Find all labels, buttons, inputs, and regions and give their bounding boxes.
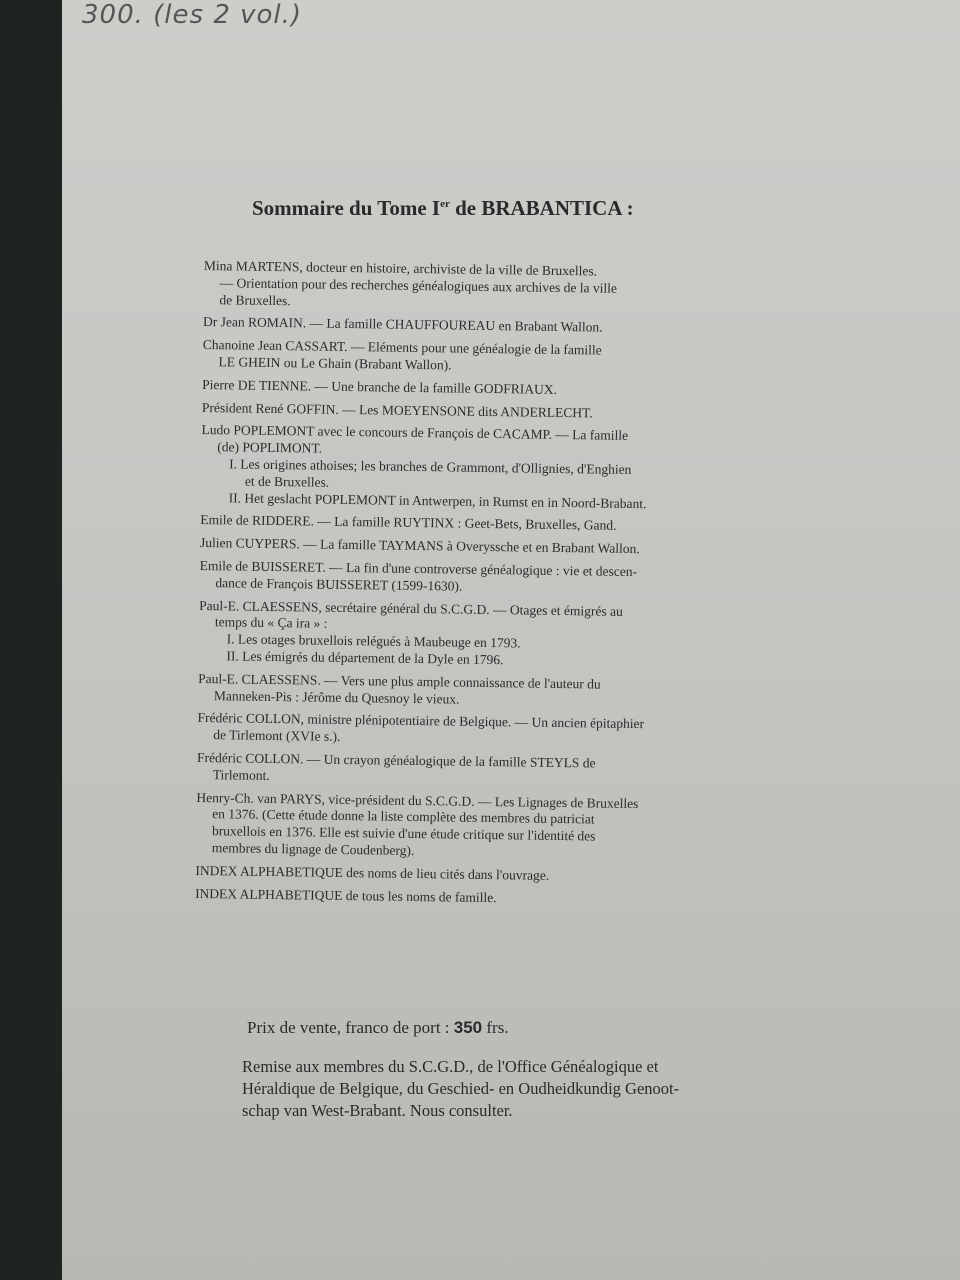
book-page [62, 0, 960, 1280]
toc-line: Paul-E. CLAESSENS, secrétaire général du S.C.G.D. — Otages et émigrés au [199, 597, 623, 619]
toc-entry-martens [203, 258, 804, 317]
toc-line: Président René GOFFIN. — Les MOEYENSONE dits ANDERLECHT. [201, 399, 593, 421]
toc-entry-index-familles [195, 885, 795, 910]
discount-line: schap van West-Brabant. Nous consulter. [242, 1101, 513, 1120]
toc-entry-claessens-manneken [198, 671, 798, 713]
toc-line: de Tirlemont (XVIe s.). [213, 727, 341, 745]
toc-line: INDEX ALPHABETIQUE de tous les noms de famille. [195, 885, 497, 905]
toc-entry-claessens-otages [198, 598, 799, 674]
toc-line: II. Het geslacht POPLEMONT in Antwerpen, in Rumst en in Noord-Brabant. [228, 489, 647, 511]
toc-line: II. Les émigrés du département de la Dyle en 1796. [226, 648, 504, 668]
toc-line: Frédéric COLLON, ministre plénipotentiaire de Belgique. — Un ancien épitaphier [197, 710, 645, 732]
toc-line: Emile de RIDDERE. — La famille RUYTINX : Geet-Bets, Bruxelles, Gand. [200, 512, 617, 534]
toc-line: et de Bruxelles. [244, 473, 330, 490]
toc-line: Ludo POPLEMONT avec le concours de François de CACAMP. — La famille [201, 422, 629, 444]
toc-line: dance de François BUISSERET (1599-1630). [215, 574, 463, 594]
toc-entry-romain [203, 314, 803, 339]
toc-line: I. Les origines athoises; les branches de Grammont, d'Ollignies, d'Enghien [229, 456, 632, 477]
toc-entry-index-lieux [195, 863, 795, 888]
toc-entry-van-parys [196, 789, 797, 865]
toc-line: (de) POPLIMONT. [217, 439, 323, 456]
price-unit: frs. [486, 1018, 509, 1037]
toc-line: en 1376. (Cette étude donne la liste complète des membres du patriciat [212, 806, 595, 827]
sale-price [247, 1018, 509, 1038]
toc-line: Julien CUYPERS. — La famille TAYMANS à Overyssche et en Brabant Wallon. [199, 535, 640, 557]
toc-line: Manneken-Pis : Jérôme du Quesnoy le vieux. [213, 687, 460, 707]
toc-line: Dr Jean ROMAIN. — La famille CHAUFFOUREAU en Brabant Wallon. [203, 314, 603, 335]
toc-line: membres du lignage de Coudenberg). [211, 840, 415, 858]
toc-entry-collon-epitaphier [197, 710, 797, 752]
toc-entry-poplemont [201, 422, 802, 514]
toc-line: LE GHEIN ou Le Ghain (Brabant Wallon). [218, 354, 452, 373]
table-of-contents [195, 258, 804, 917]
toc-line: temps du « Ça ira » : [214, 614, 328, 632]
toc-line: de Bruxelles. [219, 291, 291, 308]
toc-entry-cuypers [200, 535, 800, 560]
page-title [252, 196, 634, 221]
price-label: Prix de vente, franco de port : [247, 1018, 450, 1037]
toc-line: Emile de BUISSERET. — La fin d'une controverse généalogique : vie et descen- [199, 557, 638, 580]
toc-line: — Orientation pour des recherches généalogiques aux archives de la ville [219, 275, 618, 296]
title-prefix: Sommaire du Tome I [252, 196, 441, 220]
toc-line: I. Les otages bruxellois relégués à Maubeuge en 1793. [226, 631, 521, 651]
toc-line: Frédéric COLLON. — Un crayon généalogique de la famille STEYLS de [196, 749, 596, 771]
discount-line: Remise aux membres du S.C.G.D., de l'Office Généalogique et [242, 1057, 659, 1076]
handwritten-price-note: 300. (les 2 vol.) [82, 0, 303, 30]
title-suffix: de BRABANTICA : [455, 196, 634, 220]
toc-line: Henry-Ch. van PARYS, vice-président du S.C.G.D. — Les Lignages de Bruxelles [196, 789, 639, 811]
toc-line: Mina MARTENS, docteur en histoire, archiviste de la ville de Bruxelles. [203, 258, 598, 279]
toc-entry-buisseret [199, 558, 799, 600]
discount-notice [242, 1056, 832, 1122]
toc-line: INDEX ALPHABETIQUE des noms de lieu cités dans l'ouvrage. [195, 862, 550, 883]
discount-line: Héraldique de Belgique, du Geschied- en Oudheidkundig Genoot- [242, 1079, 680, 1098]
price-amount: 350 [453, 1018, 483, 1037]
toc-line: Pierre DE TIENNE. — Une branche de la famille GODFRIAUX. [202, 376, 558, 397]
toc-entry-cassart [202, 337, 802, 379]
toc-entry-de-riddere [200, 512, 800, 537]
toc-entry-de-tienne [202, 377, 802, 402]
toc-line: Tirlemont. [212, 766, 270, 783]
toc-line: Chanoine Jean CASSART. — Eléments pour une généalogie de la famille [202, 337, 602, 358]
toc-line: bruxellois en 1376. Elle est suivie d'une étude critique sur l'identité des [211, 823, 596, 844]
toc-entry-collon-crayon [197, 750, 797, 792]
toc-entry-goffin [202, 400, 802, 425]
toc-line: Paul-E. CLAESSENS. — Vers une plus ample connaissance de l'auteur du [198, 670, 601, 692]
title-superscript: er [440, 198, 450, 210]
